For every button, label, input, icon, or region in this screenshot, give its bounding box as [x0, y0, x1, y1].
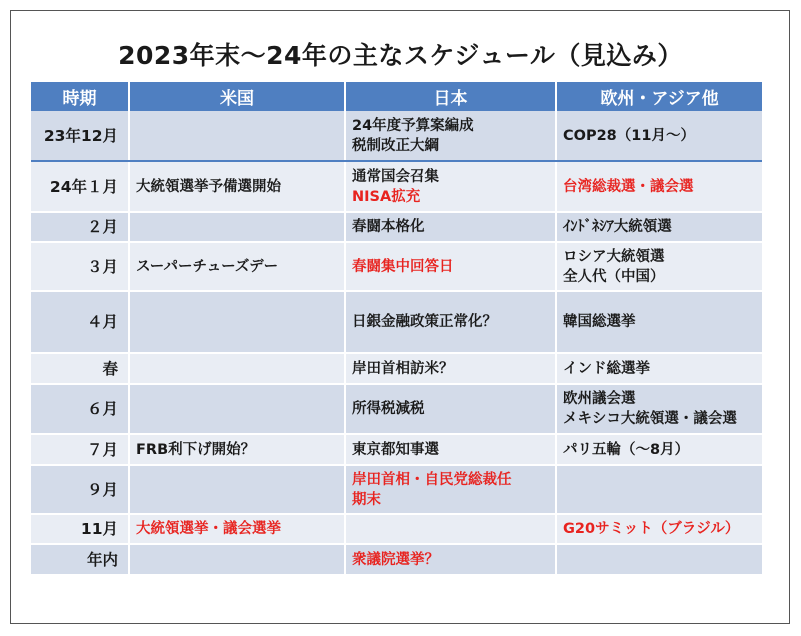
- event-text: 岸田首相・自民党総裁任: [352, 471, 512, 488]
- europe-asia-cell: [556, 291, 762, 353]
- event-text: インド総選挙: [563, 360, 650, 377]
- event-text: 期末: [352, 491, 381, 508]
- japan-cell: [345, 212, 556, 242]
- period-cell: 年内: [31, 544, 129, 575]
- event-text: 日銀金融政策正常化？: [352, 314, 497, 330]
- event-text: 衆議院選挙？: [352, 551, 439, 568]
- period-cell: ７月: [31, 434, 129, 465]
- us-cell: [129, 111, 345, 161]
- period-cell: ９月: [31, 465, 129, 514]
- event-text: 全人代（中国）: [563, 268, 665, 285]
- japan-cell: [345, 242, 556, 291]
- header-row: [31, 82, 762, 111]
- table-row: [31, 384, 762, 434]
- event-text: 台湾総裁選・議会選: [563, 178, 694, 195]
- europe-asia-cell: [556, 384, 762, 434]
- event-text: 大統領選挙予備選開始: [136, 178, 281, 195]
- period-cell: ３月: [31, 242, 129, 291]
- europe-asia-cell: [556, 161, 762, 212]
- europe-asia-cell: [556, 514, 762, 544]
- europe-asia-cell: [556, 434, 762, 465]
- period-cell: 春: [31, 353, 129, 384]
- japan-cell: [345, 384, 556, 434]
- event-text: FRB利下げ開始？: [136, 441, 256, 458]
- us-cell: [129, 434, 345, 465]
- japan-cell: [345, 514, 556, 544]
- period-cell: 11月: [31, 514, 129, 544]
- europe-asia-cell: [556, 242, 762, 291]
- table-row: [31, 514, 762, 544]
- europe-asia-cell: [556, 111, 762, 161]
- event-text: 春闘本格化: [352, 219, 425, 235]
- event-text: 税制改正大綱: [352, 137, 439, 154]
- europe-asia-cell: [556, 212, 762, 242]
- period-cell: ４月: [31, 291, 129, 353]
- japan-cell: [345, 111, 556, 161]
- europe-asia-cell: [556, 465, 762, 514]
- event-text: ロシア大統領選: [563, 248, 665, 265]
- schedule-table: [31, 82, 762, 576]
- period-cell: ６月: [31, 384, 129, 434]
- event-text: 韓国総選挙: [563, 314, 636, 330]
- japan-cell: [345, 353, 556, 384]
- header-us: 米国: [129, 82, 345, 111]
- event-text: メキシコ大統領選・議会選: [563, 411, 737, 427]
- us-cell: [129, 544, 345, 575]
- us-cell: [129, 353, 345, 384]
- japan-cell: [345, 465, 556, 514]
- event-text: 岸田首相訪米？: [352, 360, 454, 377]
- event-text: G20サミット（ブラジル）: [563, 521, 740, 537]
- event-text: 所得税減税: [352, 401, 425, 417]
- table-row: [31, 242, 762, 291]
- us-cell: [129, 161, 345, 212]
- event-text: 春闘集中回答日: [352, 258, 454, 275]
- schedule-body: [31, 111, 762, 575]
- us-cell: [129, 465, 345, 514]
- table-row: [31, 434, 762, 465]
- us-cell: [129, 514, 345, 544]
- header-europe-asia: 欧州・アジア他: [556, 82, 762, 111]
- header-japan: 日本: [345, 82, 556, 111]
- europe-asia-cell: [556, 544, 762, 575]
- table-row: [31, 212, 762, 242]
- event-text: NISA拡充: [352, 188, 421, 205]
- event-text: 欧州議会選: [563, 391, 636, 407]
- period-cell: ２月: [31, 212, 129, 242]
- period-cell: 24年１月: [31, 161, 129, 212]
- header-period: 時期: [31, 82, 129, 111]
- event-text: ｲﾝﾄﾞﾈｼｱ大統領選: [563, 219, 672, 235]
- europe-asia-cell: [556, 353, 762, 384]
- period-cell: 23年12月: [31, 111, 129, 161]
- japan-cell: [345, 544, 556, 575]
- event-text: パリ五輪（〜8月）: [563, 441, 690, 458]
- table-row: [31, 544, 762, 575]
- event-text: 東京都知事選: [352, 441, 439, 458]
- us-cell: [129, 384, 345, 434]
- event-text: 通常国会召集: [352, 168, 439, 185]
- japan-cell: [345, 291, 556, 353]
- table-row: [31, 465, 762, 514]
- us-cell: [129, 242, 345, 291]
- event-text: スーパーチューズデー: [136, 258, 279, 275]
- table-row: [31, 111, 762, 161]
- slide-title: 2023年末〜24年の主なスケジュール（見込み）: [118, 41, 683, 70]
- table-row: [31, 291, 762, 353]
- event-text: COP28（11月〜）: [563, 127, 695, 144]
- table-row: [31, 161, 762, 212]
- us-cell: [129, 212, 345, 242]
- table-row: [31, 353, 762, 384]
- us-cell: [129, 291, 345, 353]
- japan-cell: [345, 434, 556, 465]
- event-text: 24年度予算案編成: [352, 117, 474, 134]
- japan-cell: [345, 161, 556, 212]
- event-text: 大統領選挙・議会選挙: [136, 521, 281, 537]
